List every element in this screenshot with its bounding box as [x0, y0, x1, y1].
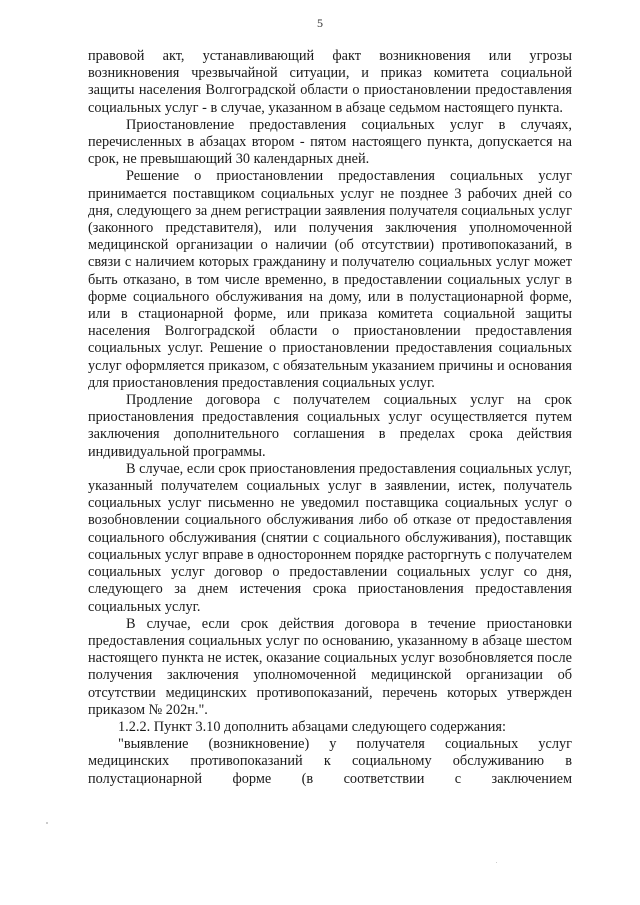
- scan-speck: [46, 822, 48, 824]
- paragraph-2: Приостановление предоставления социальных услуг в случаях, перечисленных в абзацах втором - пятом настоящего пункта, допускается на срок, не превышающий 30 календарных дней.: [88, 116, 572, 168]
- page-number: 5: [317, 16, 323, 30]
- document-body: [88, 48, 572, 788]
- paragraph-6: В случае, если срок действия договора в течение приостановки предоставления социальных услуг по основанию, указанному в абзаце шестом настоящего пункта не истек, оказание социальных услуг возобновляется после получения заключения уполномоченной медицинской организации об отсутствии медицинских противопоказаний, перечень которых утвержден приказом № 202н.".: [88, 615, 572, 718]
- scan-speck: [496, 862, 497, 863]
- paragraph-7: 1.2.2. Пункт 3.10 дополнить абзацами следующего содержания:: [118, 718, 506, 735]
- paragraph-8: "выявление (возникновение) у получателя социальных услуг медицинских противопоказаний к социальному обслуживанию в полустационарной форме (в соответствии с заключением: [88, 736, 572, 787]
- paragraph-5: В случае, если срок приостановления предоставления социальных услуг, указанный получателем социальных услуг в заявлении, истек, получатель социальных услуг письменно не уведомил поставщика социальных услуг о возобновлении социального обслуживания либо об отказе от предоставления социального обслуживания (снятии с социального обслуживания), поставщик социальных услуг вправе в одностороннем порядке расторгнуть с получателем социальных услуг договор о предоставлении социальных услуг со дня, следующего за днем истечения срока приостановления предоставления социальных услуг.: [88, 460, 572, 615]
- paragraph-1: правовой акт, устанавливающий факт возникновения или угрозы возникновения чрезвычайной ситуации, и приказ комитета социальной защиты населения Волгоградской области о приостановлении предоставления социальных услуг - в случае, указанном в абзаце седьмом настоящего пункта.: [88, 48, 572, 116]
- paragraph-3: Решение о приостановлении предоставления социальных услуг принимается поставщиком социальных услуг не позднее 3 рабочих дней со дня, следующего за днем регистрации заявления получателя социальных услуг (законного представителя), или получения заключения уполномоченной медицинской организации о наличии (об отсутствии) противопоказаний, в связи с наличием которых гражданину и получателю социальных услуг может быть отказано, в том числе временно, в предоставлении социальных услуг в форме социального обслуживания на дому, или в полустационарной форме, или в стационарной форме, или приказа комитета социальной защиты населения Волгоградской области о приостановлении предоставления социальных услуг. Решение о приостановлении предоставления социальных услуг оформляется приказом, с обязательным указанием причины и основания для приостановления предоставления социальных услуг.: [88, 168, 572, 391]
- paragraph-4: Продление договора с получателем социальных услуг на срок приостановления предоставления социальных услуг осуществляется путем заключения дополнительного соглашения в пределах срока действия индивидуальной программы.: [88, 392, 572, 460]
